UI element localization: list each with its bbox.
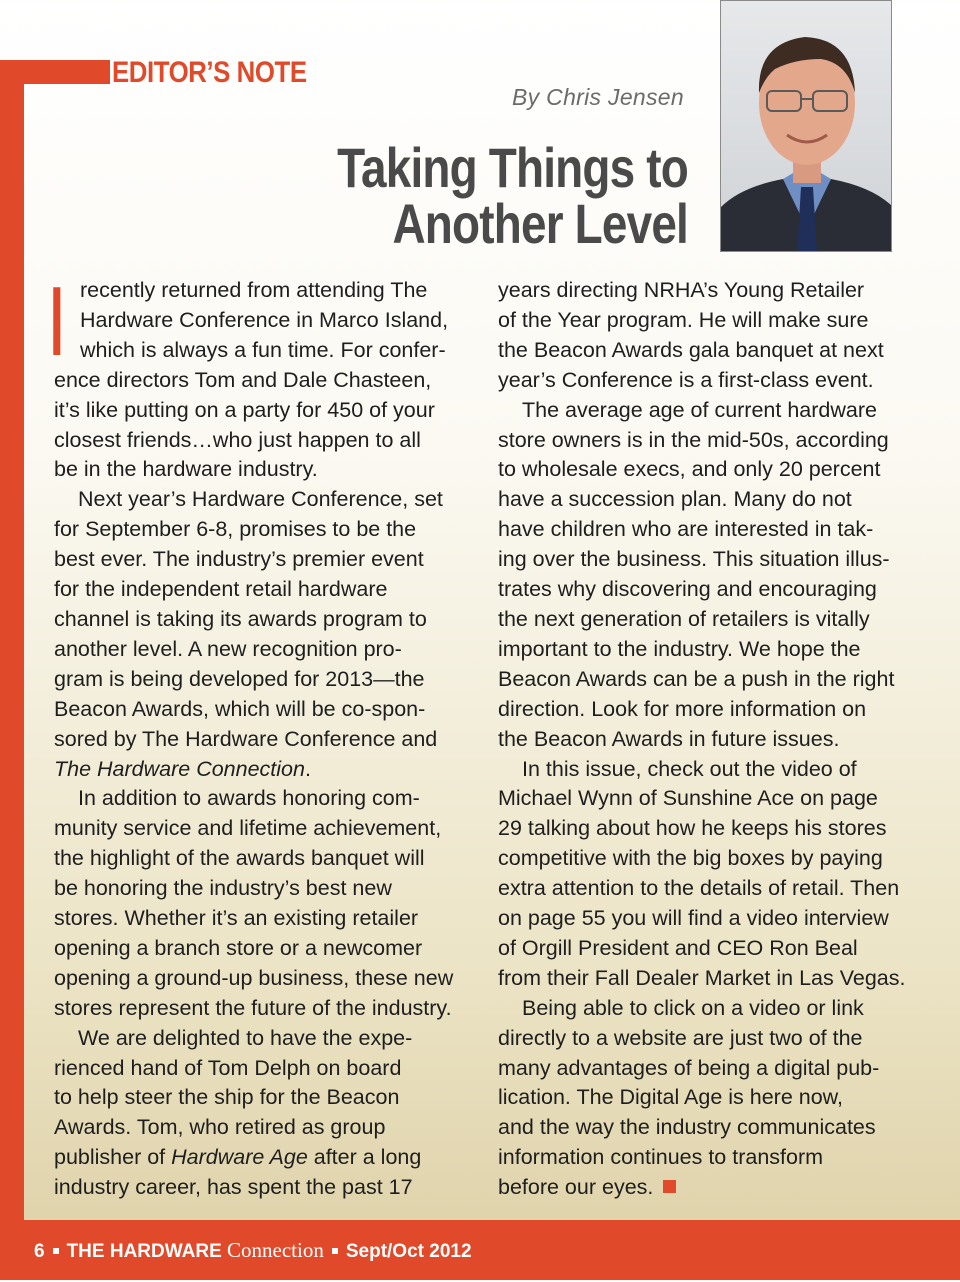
article-line: channel is taking its awards program to bbox=[54, 606, 427, 631]
article-line: on page 55 you will find a video interview bbox=[498, 906, 889, 931]
accent-bar-horizontal bbox=[0, 60, 110, 84]
article-column-right bbox=[498, 276, 924, 1203]
article-line: Beacon Awards, which will be co-spon- bbox=[54, 696, 426, 721]
article-line: to help steer the ship for the Beacon bbox=[54, 1085, 400, 1110]
end-of-article-mark bbox=[663, 1180, 676, 1193]
article-line: Michael Wynn of Sunshine Ace on page bbox=[498, 786, 878, 811]
footer-separator bbox=[332, 1248, 338, 1254]
article-line: which is always a fun time. For confer- bbox=[80, 337, 446, 362]
article-line: trates why discovering and encouraging bbox=[498, 577, 877, 602]
article-line: have children who are interested in tak- bbox=[498, 517, 874, 542]
article-line: Beacon Awards can be a push in the right bbox=[498, 666, 895, 691]
article-line: information continues to transform bbox=[498, 1145, 824, 1170]
author-photo bbox=[720, 0, 892, 252]
article-line: extra attention to the details of retail. Then bbox=[498, 876, 900, 901]
article-line: 29 talking about how he keeps his stores bbox=[498, 816, 887, 841]
article-line: and the way the industry communicates bbox=[498, 1115, 876, 1140]
article-line: of the Year program. He will make sure bbox=[498, 307, 869, 332]
article-line: before our eyes. bbox=[498, 1173, 924, 1203]
article-line: competitive with the big boxes by paying bbox=[498, 846, 883, 871]
article-line: sored by The Hardware Conference and bbox=[54, 726, 438, 751]
article-line: Awards. Tom, who retired as group bbox=[54, 1115, 386, 1140]
page-footer bbox=[0, 1220, 960, 1280]
article-line: directly to a website are just two of the bbox=[498, 1025, 863, 1050]
article-line: the next generation of retailers is vitally bbox=[498, 606, 870, 631]
article-line: recently returned from attending The bbox=[80, 278, 428, 302]
article-line: the highlight of the awards banquet will bbox=[54, 846, 425, 871]
section-kicker: EDITOR’S NOTE bbox=[112, 56, 307, 89]
article-line: direction. Look for more information on bbox=[498, 696, 867, 721]
article-line: have a succession plan. Many do not bbox=[498, 487, 852, 512]
accent-bar-vertical bbox=[0, 60, 24, 1220]
article-line: for the independent retail hardware bbox=[54, 577, 388, 602]
article-line: another level. A new recognition pro- bbox=[54, 636, 402, 661]
article-line: from their Fall Dealer Market in Las Vegas. bbox=[498, 965, 906, 990]
article-line: gram is being developed for 2013—the bbox=[54, 666, 425, 691]
article-line: Being able to click on a video or link bbox=[522, 995, 864, 1020]
article-line: munity service and lifetime achievement, bbox=[54, 816, 442, 841]
magazine-brand-suffix: Connection bbox=[227, 1238, 324, 1262]
article-line: year’s Conference is a first-class event. bbox=[498, 367, 874, 392]
issue-date: Sept/Oct 2012 bbox=[345, 1241, 472, 1262]
article-line: industry career, has spent the past 17 bbox=[54, 1175, 413, 1200]
article-line: Next year’s Hardware Conference, set bbox=[78, 487, 443, 512]
article-headline bbox=[196, 136, 688, 255]
article-line: rienced hand of Tom Delph on board bbox=[54, 1055, 402, 1080]
page-number: 6 bbox=[34, 1241, 45, 1262]
article-line: In this issue, check out the video of bbox=[522, 756, 857, 781]
article-line: it’s like putting on a party for 450 of your bbox=[54, 397, 435, 422]
article-line: store owners is in the mid-50s, according bbox=[498, 427, 889, 452]
article-line: important to the industry. We hope the bbox=[498, 636, 861, 661]
article-column-left bbox=[50, 266, 480, 1203]
article-line: years directing NRHA’s Young Retailer bbox=[498, 278, 865, 302]
article-line: be in the hardware industry. bbox=[54, 457, 318, 482]
article-line: closest friends…who just happen to all bbox=[54, 427, 421, 452]
article-line: best ever. The industry’s premier event bbox=[54, 547, 424, 572]
headline-line-2: Another Level bbox=[392, 192, 688, 255]
article-line: lication. The Digital Age is here now, bbox=[498, 1085, 843, 1110]
article-line: ence directors Tom and Dale Chasteen, bbox=[54, 367, 432, 392]
article-line: ing over the business. This situation illus- bbox=[498, 547, 890, 572]
article-line: stores. Whether it’s an existing retailer bbox=[54, 906, 419, 931]
author-portrait-image bbox=[721, 1, 892, 252]
drop-cap: I bbox=[50, 266, 64, 376]
article-line: The Hardware Connection. bbox=[54, 756, 311, 781]
article-line: opening a branch store or a newcomer bbox=[54, 935, 423, 960]
footer-separator bbox=[53, 1248, 59, 1254]
article-line: publisher of Hardware Age after a long bbox=[54, 1145, 422, 1170]
article-line: to wholesale execs, and only 20 percent bbox=[498, 457, 881, 482]
article-line: stores represent the future of the industry. bbox=[54, 995, 452, 1020]
author-byline: By Chris Jensen bbox=[512, 84, 684, 110]
article-line: In addition to awards honoring com- bbox=[78, 786, 420, 811]
article-line: Hardware Conference in Marco Island, bbox=[80, 307, 449, 332]
article-line: for September 6-8, promises to be the bbox=[54, 517, 417, 542]
article-line: opening a ground-up business, these new bbox=[54, 965, 454, 990]
article-line: be honoring the industry’s best new bbox=[54, 876, 392, 901]
article-line: The average age of current hardware bbox=[522, 397, 877, 422]
article-line: the Beacon Awards gala banquet at next bbox=[498, 337, 884, 362]
article-line: We are delighted to have the expe- bbox=[78, 1025, 413, 1050]
magazine-brand: THE HARDWARE bbox=[66, 1241, 222, 1262]
article-line: the Beacon Awards in future issues. bbox=[498, 726, 840, 751]
article-line: of Orgill President and CEO Ron Beal bbox=[498, 935, 858, 960]
headline-line-1: Taking Things to bbox=[337, 136, 688, 199]
article-line: many advantages of being a digital pub- bbox=[498, 1055, 880, 1080]
